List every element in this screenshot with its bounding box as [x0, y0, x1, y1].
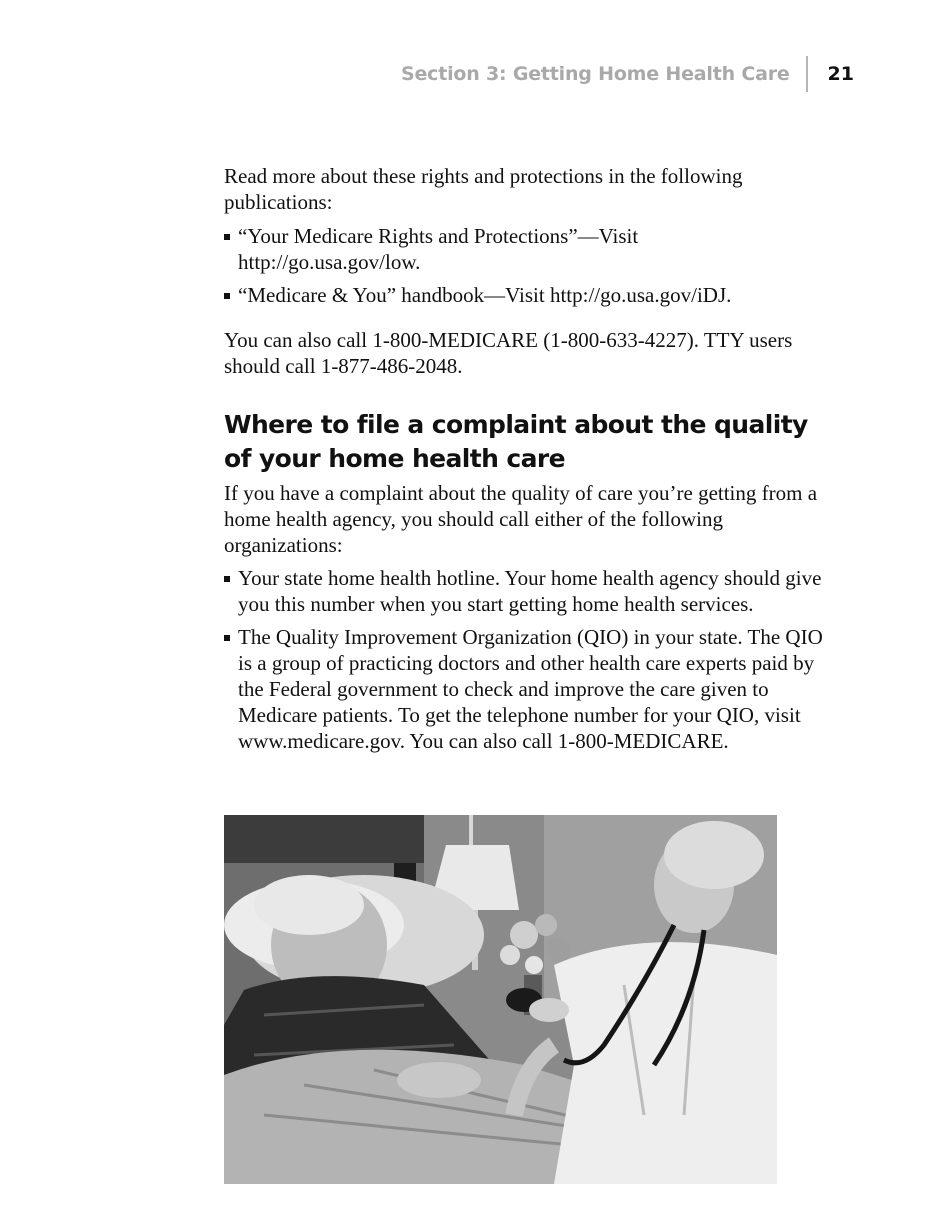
bullet-icon: [224, 234, 230, 240]
section-title: Section 3: Getting Home Health Care: [400, 63, 790, 85]
photo-illustration: [224, 815, 777, 1184]
bullet-icon: [224, 576, 230, 582]
call-paragraph: You can also call 1-800-MEDICARE (1-800-633-4227). TTY users should call 1-877-486-2048.: [224, 328, 793, 378]
list-item-text: Your state home health hotline. Your home health agency should give you this number when you start getting home health services.: [238, 566, 822, 616]
nurse-patient-photo: [224, 815, 777, 1184]
list-item-text: “Medicare & You” handbook—Visit http://go.usa.gov/iDJ.: [238, 283, 732, 307]
list-item: [224, 223, 824, 275]
list-item: [224, 624, 824, 754]
main-content: [224, 163, 824, 761]
intro-paragraph: Read more about these rights and protections in the following publications:: [224, 164, 743, 214]
list-item-text: “Your Medicare Rights and Protections”—Visit http://go.usa.gov/low.: [238, 224, 639, 274]
organizations-list: [224, 565, 824, 754]
list-item: [224, 282, 824, 308]
publications-list: [224, 223, 824, 308]
page-number: 21: [827, 63, 854, 85]
list-item: [224, 565, 824, 617]
bullet-icon: [224, 293, 230, 299]
list-item-text: The Quality Improvement Organization (QIO) in your state. The QIO is a group of practicing doctors and other health care experts paid by the Federal government to check and improve the care given to Medicare patients. To get the telephone number for your QIO, visit www.medicare.gov. You can also call 1-800-MEDICARE.: [238, 625, 823, 753]
complaint-heading: Where to file a complaint about the quality of your home health care: [224, 410, 808, 473]
complaint-paragraph: If you have a complaint about the quality of care you’re getting from a home health agency, you should call either of the following organizations:: [224, 481, 818, 557]
bullet-icon: [224, 635, 230, 641]
page-header: [401, 56, 854, 92]
